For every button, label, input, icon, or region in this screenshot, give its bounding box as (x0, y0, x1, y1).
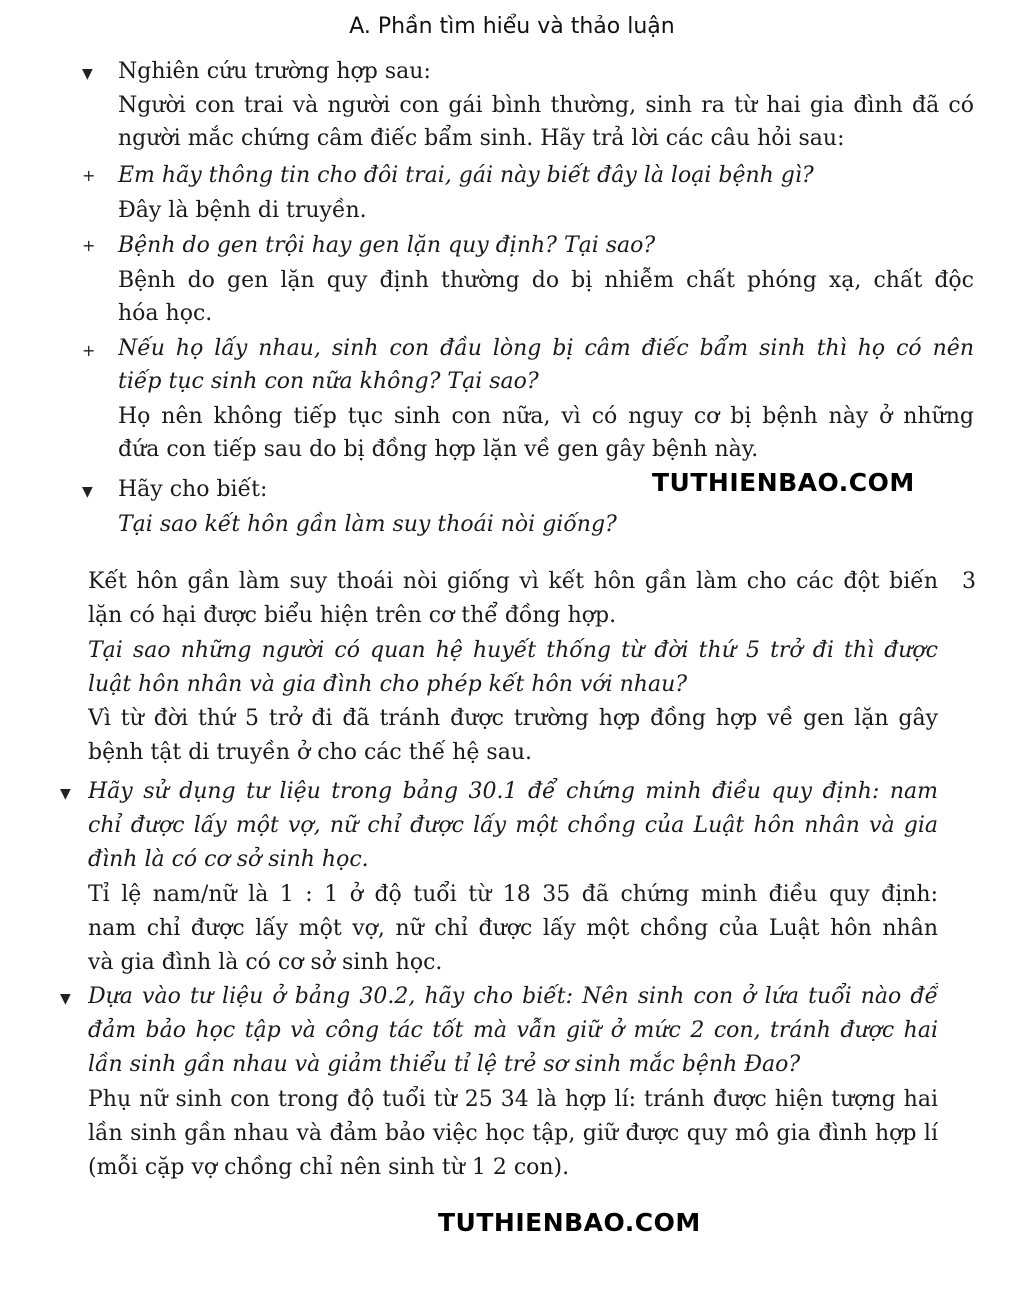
watermark-text: TUTHIENBAO.COM (652, 468, 915, 497)
answer-line: nam chỉ được lấy một vợ, nữ chỉ được lấy một chồng của Luật hôn nhân (88, 916, 938, 941)
question-line: tiếp tục sinh con nữa không? Tại sao? (118, 369, 539, 394)
bullet-marker: ▼ (60, 786, 71, 802)
question-line: Tại sao kết hôn gần làm suy thoái nòi giống? (118, 512, 617, 537)
answer-line: Phụ nữ sinh con trong độ tuổi từ 25 34 là hợp lí: tránh được hiện tượng hai (88, 1087, 938, 1112)
answer-line: Tỉ lệ nam/nữ là 1 : 1 ở độ tuổi từ 18 35 đã chứng minh điều quy định: (88, 882, 938, 907)
question-line: đình là có cơ sở sinh học. (88, 847, 369, 872)
question-line: Hãy sử dụng tư liệu trong bảng 30.1 để chứng minh điều quy định: nam (88, 779, 938, 804)
watermark-text: TUTHIENBAO.COM (438, 1208, 701, 1237)
question-line: Tại sao những người có quan hệ huyết thống từ đời thứ 5 trở đi thì được (88, 638, 938, 663)
answer-line: và gia đình là có cơ sở sinh học. (88, 950, 443, 975)
answer-line: lặn có hại được biểu hiện trên cơ thể đồng hợp. (88, 603, 617, 628)
plus-marker: + (82, 236, 96, 255)
paragraph-line: người mắc chứng câm điếc bẩm sinh. Hãy trả lời các câu hỏi sau: (118, 126, 845, 151)
bullet-text: Hãy cho biết: (118, 477, 268, 502)
answer-line: Vì từ đời thứ 5 trở đi đã tránh được trường hợp đồng hợp về gen lặn gây (88, 706, 938, 731)
question-line: đảm bảo học tập và công tác tốt mà vẫn giữ ở mức 2 con, tránh được hai (88, 1018, 938, 1043)
paragraph-line: Người con trai và người con gái bình thường, sinh ra từ hai gia đình đã có (118, 93, 974, 118)
answer-line: đứa con tiếp sau do bị đồng hợp lặn về gen gây bệnh này. (118, 437, 759, 462)
answer-line: (mỗi cặp vợ chồng chỉ nên sinh từ 1 2 con). (88, 1155, 570, 1180)
answer-line: Họ nên không tiếp tục sinh con nữa, vì có nguy cơ bị bệnh này ở những (118, 404, 974, 429)
bullet-marker: ▼ (82, 484, 93, 500)
margin-mark: 3 (962, 569, 976, 594)
question-line: Nếu họ lấy nhau, sinh con đầu lòng bị câm điếc bẩm sinh thì họ có nên (118, 336, 974, 361)
answer-line: Bệnh do gen lặn quy định thường do bị nhiễm chất phóng xạ, chất độc (118, 268, 974, 293)
answer-line: lần sinh gần nhau và đảm bảo việc học tập, giữ được quy mô gia đình hợp lí (88, 1121, 938, 1146)
answer-line: bệnh tật di truyền ở cho các thế hệ sau. (88, 740, 532, 765)
plus-marker: + (82, 341, 96, 360)
answer-line: hóa học. (118, 301, 213, 326)
answer-line: Kết hôn gần làm suy thoái nòi giống vì kết hôn gần làm cho các đột biến (88, 569, 938, 594)
question-line: Dựa vào tư liệu ở bảng 30.2, hãy cho biết: Nên sinh con ở lứa tuổi nào để (88, 984, 938, 1009)
question-line: Bệnh do gen trội hay gen lặn quy định? Tại sao? (118, 233, 656, 258)
plus-marker: + (82, 166, 96, 185)
bullet-marker: ▼ (82, 66, 93, 82)
question-line: Em hãy thông tin cho đôi trai, gái này biết đây là loại bệnh gì? (118, 163, 814, 188)
bullet-text: Nghiên cứu trường hợp sau: (118, 59, 431, 84)
answer-line: Đây là bệnh di truyền. (118, 198, 367, 223)
question-line: luật hôn nhân và gia đình cho phép kết hôn với nhau? (88, 672, 688, 697)
question-line: chỉ được lấy một vợ, nữ chỉ được lấy một chồng của Luật hôn nhân và gia (88, 813, 938, 838)
question-line: lần sinh gần nhau và giảm thiểu tỉ lệ trẻ sơ sinh mắc bệnh Đao? (88, 1052, 801, 1077)
section-heading: A. Phần tìm hiểu và thảo luận (349, 14, 675, 39)
bullet-marker: ▼ (60, 991, 71, 1007)
